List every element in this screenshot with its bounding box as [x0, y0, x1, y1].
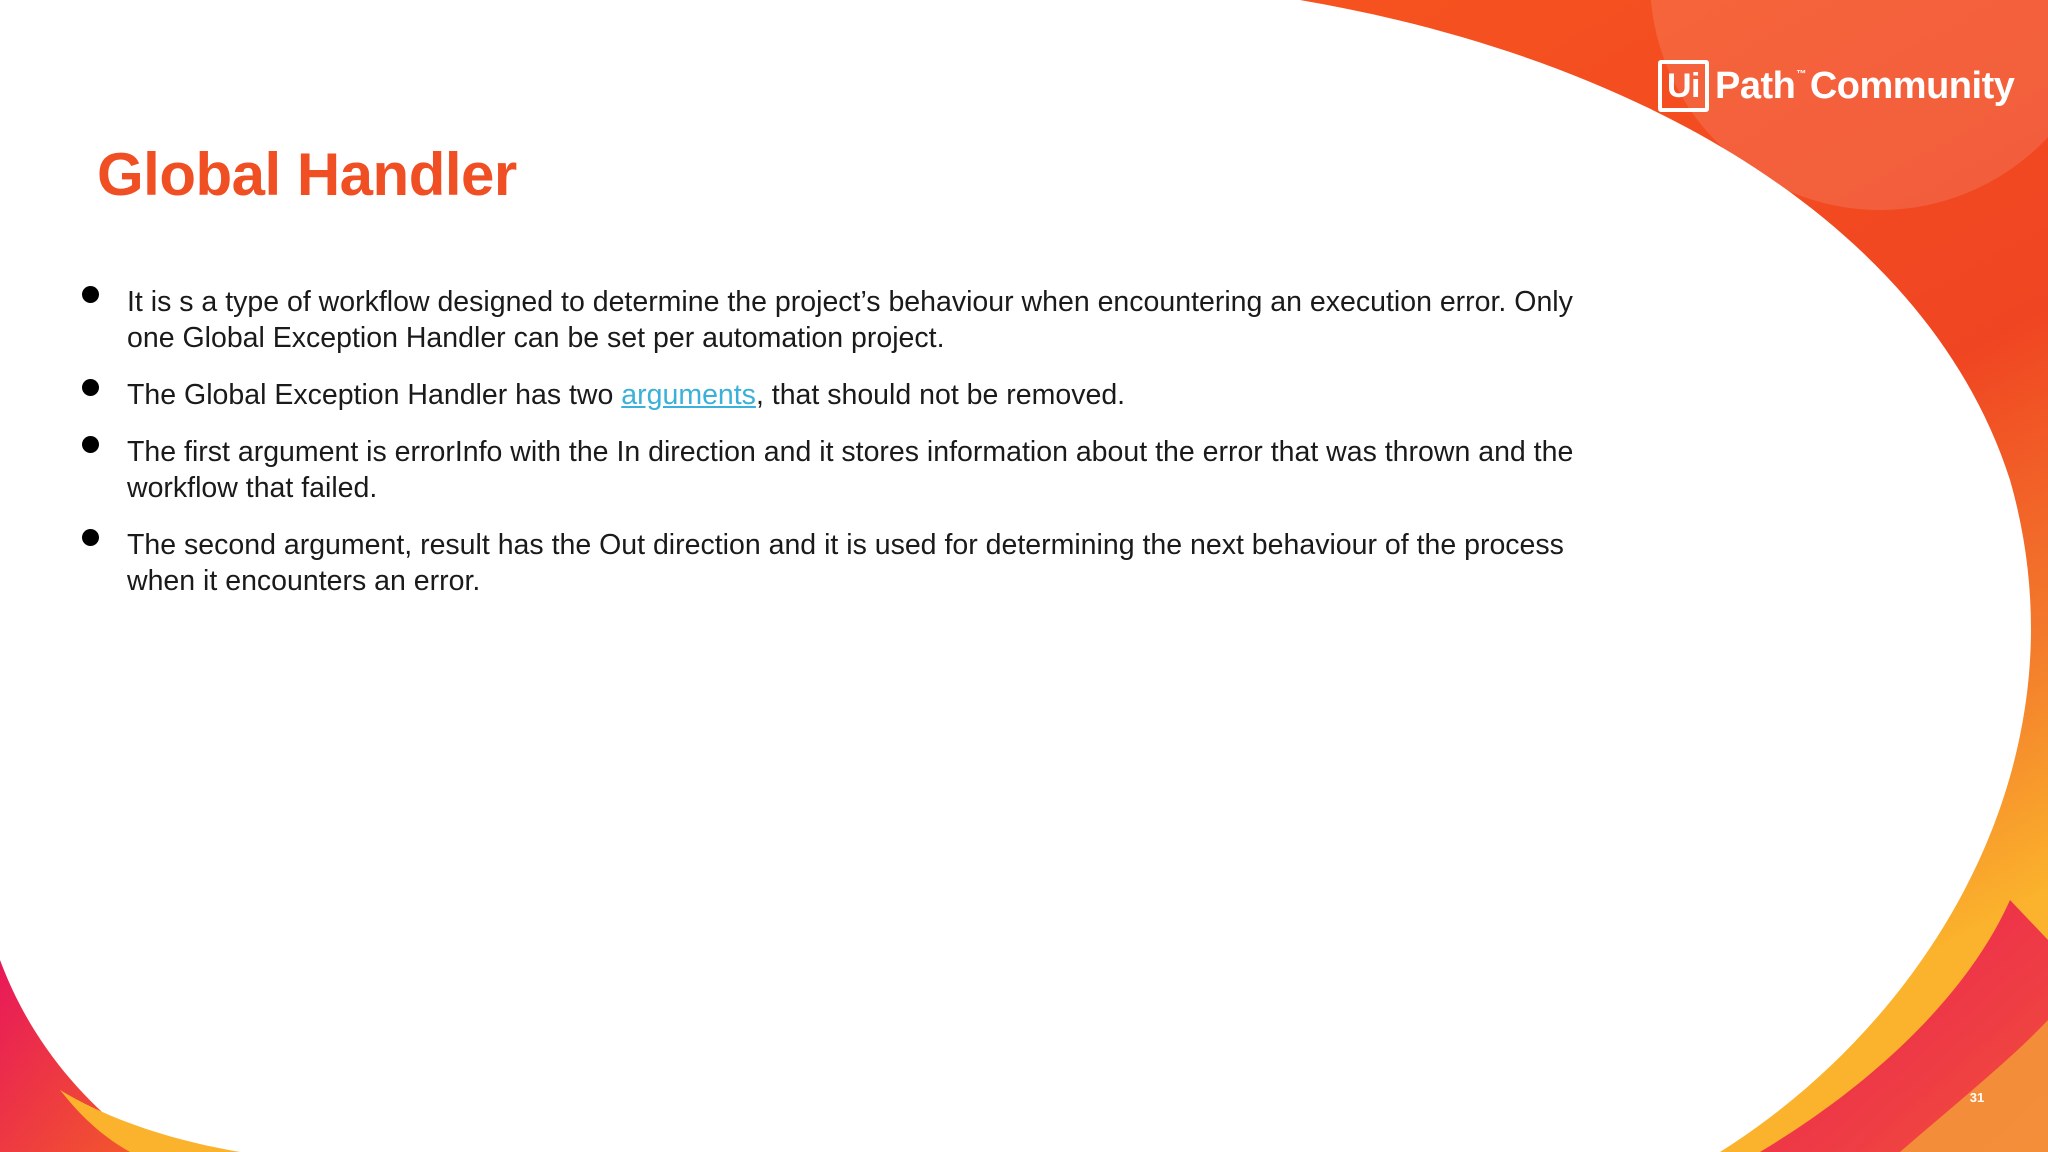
bullet-dot-icon — [82, 529, 99, 546]
arguments-link[interactable]: arguments — [621, 379, 756, 411]
uipath-community-logo — [1658, 60, 2014, 112]
slide-title: Global Handler — [97, 141, 517, 208]
logo-ui-box: Ui — [1658, 60, 1709, 112]
logo-path-text: Path — [1715, 64, 1796, 107]
bullet-item — [78, 434, 1618, 506]
bullet-text-after: , that should not be removed. — [755, 379, 1126, 411]
bullet-item — [78, 284, 1618, 356]
bullet-item — [78, 377, 1618, 413]
bullet-text-before: The Global Exception Handler has two — [127, 379, 622, 411]
logo-community-text: Community — [1809, 64, 2015, 107]
bullet-list — [78, 284, 1618, 620]
bullet-dot-icon — [82, 379, 99, 396]
bullet-text: The first argument is errorInfo with the In direction and it stores information about the error that was thrown and the workflow that failed. — [127, 436, 1574, 504]
bullet-text: The second argument, result has the Out direction and it is used for determining the next behaviour of the process when it encounters an error. — [127, 529, 1564, 597]
bullet-text: It is s a type of workflow designed to determine the project’s behaviour when encountering an execution error. Only one Global Exception Handler can be set per automation project. — [127, 286, 1573, 354]
bullet-dot-icon — [82, 436, 99, 453]
bullet-dot-icon — [82, 286, 99, 303]
page-number: 31 — [1969, 1090, 1985, 1105]
bullet-item — [78, 527, 1618, 599]
logo-trademark: ™ — [1796, 68, 1806, 80]
